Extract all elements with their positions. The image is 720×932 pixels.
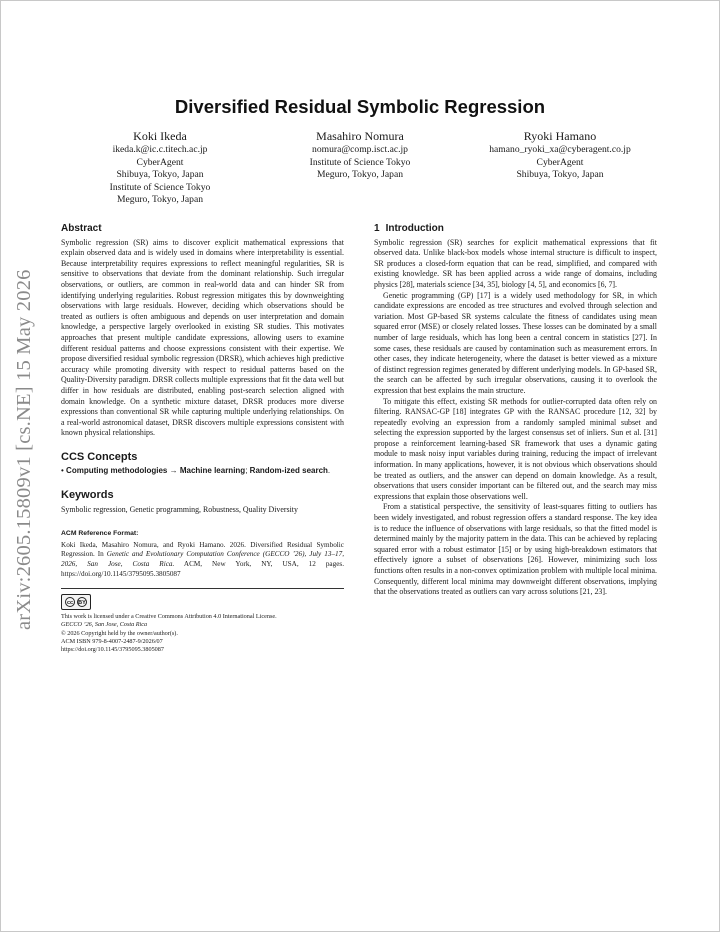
ccs-end: .: [327, 466, 331, 476]
section-heading: [374, 224, 657, 235]
author-location: Shibuya, Tokyo, Japan: [116, 169, 204, 181]
author-location: Meguro, Tokyo, Japan: [116, 194, 203, 206]
ccs-term: Computing methodologies: [66, 466, 168, 476]
ccs-separator: ;: [245, 466, 248, 476]
right-column: [374, 224, 657, 598]
intro-paragraph: From a statistical perspective, the sensitivity of least-squares fitting to outliers has been widely investigated, and robust regression offers a standard response. The key idea is to reduce the influence of observations with large residuals, so that the fitted model is determined mainly by the majority pattern in the data. This can be achieved by replacing squared error with a robust estimator [15] or by using high-breakdown estimators that effectively ignore a subset of observations [26]. However, minimizing such loss functions often results in a non-convex optimization problem with multiple local minima. Consequently, different local minima may downweight different observations, implying that the observations treated as outliers can vary across solutions [21, 23].: [374, 502, 657, 597]
acm-reference-text: [61, 541, 344, 579]
ccs-bullet: •: [61, 466, 64, 476]
intro-paragraph: To mitigate this effect, existing SR methods for outlier-corrupted data often rely on filtering. RANSAC-GP [18] integrates GP with the RANSAC procedure [12, 32] by repeatedly evolving an expression from a randomly sampled minimal subset and selecting the expression supported by the largest consensus set of inliers. Sun et al. [31] propose a reinforcement learning-based SR framework that uses a dynamic gating module to mask noisy input variables during training, reducing the impact of irrelevant information. In many applications, however, it is not obvious which observations should be treated as outliers, and the answer can depend on domain knowledge. As a result, observations that users consider important can be filtered out, and the search may miss expressions that explain those observations well.: [374, 396, 657, 501]
author-location: Meguro, Tokyo, Japan: [316, 169, 403, 181]
cc-by-badge[interactable]: [61, 594, 91, 610]
arxiv-stamp[interactable]: arXiv:2605.15809v1 [cs.NE] 15 May 2026: [13, 269, 35, 630]
ccs-term: Machine learning: [179, 466, 246, 476]
ccs-concepts: [61, 466, 344, 477]
left-column: [61, 224, 344, 654]
copyright-line: © 2026 Copyright held by the owner/author(s).: [61, 629, 178, 637]
conference-line: GECCO ’26, San Jose, Costa Rica: [61, 621, 148, 629]
isbn-line: ACM ISBN 979-8-4007-2487-9/2026/07: [61, 637, 163, 645]
author-location: Shibuya, Tokyo, Japan: [516, 169, 604, 181]
author-affiliation: Institute of Science Tokyo: [109, 181, 211, 193]
ccs-heading: CCS Concepts: [61, 450, 138, 463]
paper-title: Diversified Residual Symbolic Regression: [174, 96, 546, 117]
author-block: [60, 129, 660, 219]
acm-reference-doi[interactable]: ACM, New York, NY, USA, 12 pages. https://doi.org/10.1145/3795095.3805087: [61, 560, 345, 578]
author-email[interactable]: ikeda.k@ic.c.titech.ac.jp: [112, 144, 208, 155]
author-3: [460, 129, 660, 182]
author-email[interactable]: nomura@comp.isct.ac.jp: [312, 144, 408, 155]
ccs-term: Random-ized search: [249, 466, 328, 476]
acm-reference-heading: ACM Reference Format:: [61, 530, 139, 538]
acm-reference-venue: Genetic and Evolutionary Computation Conference (GECCO ’26), July 13–17, 2026, San Jose, Costa Rica.: [61, 550, 344, 569]
intro-paragraph: Genetic programming (GP) [17] is a widely used methodology for SR, in which candidate expressions are encoded as tree structures and evolved through selection and variation. Most GP-based SR systems calculate the fitness of candidates using mean squared error (MSE) or closely related losses. These losses can be dominated by a small number of large residuals, which has long been a central concern in statistics [27]. In some cases, these residuals are caused by contamination such as measurement errors. In other cases, they indicate heterogeneity, where the dataset is better viewed as a mixture of distinct regression regimes generated by different underlying models. In GP-based SR, the search can be affected by such irregular observations, causing it to overlook the expression that best explains the main structure.: [374, 290, 657, 395]
section-number: 1: [374, 223, 380, 234]
keywords-heading: Keywords: [61, 489, 114, 502]
author-affiliation: CyberAgent: [536, 156, 584, 168]
author-name: Ryoki Hamano: [523, 129, 597, 143]
author-2: [260, 129, 460, 182]
license-block: [61, 613, 344, 654]
author-email[interactable]: hamano_ryoki_xa@cyberagent.co.jp: [489, 144, 631, 155]
author-affiliation: Institute of Science Tokyo: [309, 156, 411, 168]
acm-reference-authors: Koki Ikeda, Masahiro Nomura, and Ryoki Hamano. 2026. Diversified Residual Symbolic Regression. In: [61, 540, 344, 559]
section-title: Introduction: [385, 223, 444, 234]
footnote-rule: [61, 588, 344, 589]
author-name: Masahiro Nomura: [316, 129, 404, 143]
ccs-arrow: →: [169, 466, 178, 476]
keywords-text: Symbolic regression, Genetic programming, Robustness, Quality Diversity: [61, 504, 298, 514]
intro-paragraph: Symbolic regression (SR) searches for explicit mathematical expressions that fit observed data. Unlike black-box models whose internal structure is difficult to inspect, SR produces a closed-form equation that can be read, simplified, and compared with existing knowledge. SR has been applied across a wide range of domains, including physics [28], materials science [34, 35], biology [4, 5], and economics [6, 7].: [374, 237, 657, 289]
doi-link[interactable]: https://doi.org/10.1145/3795095.3805087: [61, 646, 164, 654]
author-name: Koki Ikeda: [133, 129, 187, 143]
abstract-text: Symbolic regression (SR) aims to discover explicit mathematical expressions that explain observed data and is widely used in domains where interpretability is essential. Because interpretability requires expressions to reflect meaningful regularities, SR is sensitive to observations that deviate from the dominant relationship. Such irregular observations, or outliers, are common in real-world data and can hinder SR from identifying underlying regularities. Robust regression mitigates this by downweighting observations with large residuals. However, deciding which observations should be treated as outliers is often ambiguous and depends on user interpretation and domain knowledge, a perspective largely overlooked in existing SR studies. This motivates approaches that present multiple candidate expressions, allowing users to examine different residual patterns and choose expressions consistent with their expertise. We propose diversified residual symbolic regression (DRSR), which achieves high predictive accuracy while promoting diversity with respect to residual patterns based on the Quality-Diversity paradigm. DRSR collects multiple expressions that fit the data well but differ in how residuals are distributed, enabling post-search selection aligned with domain knowledge. On a synthetic mixture dataset, DRSR produces more diverse expressions than conventional SR while capturing multiple underlying relationships. On a real-world astronomical dataset, DRSR discovers multiple expressions consistent with known physical relationships.: [61, 237, 344, 438]
author-1: [60, 129, 260, 207]
license-text: This work is licensed under a Creative Commons Attribution 4.0 International License.: [61, 613, 277, 621]
abstract-heading: Abstract: [61, 223, 102, 234]
author-affiliation: CyberAgent: [136, 156, 184, 168]
cc-icon: cc: [65, 597, 75, 607]
by-icon: BY: [77, 597, 87, 607]
